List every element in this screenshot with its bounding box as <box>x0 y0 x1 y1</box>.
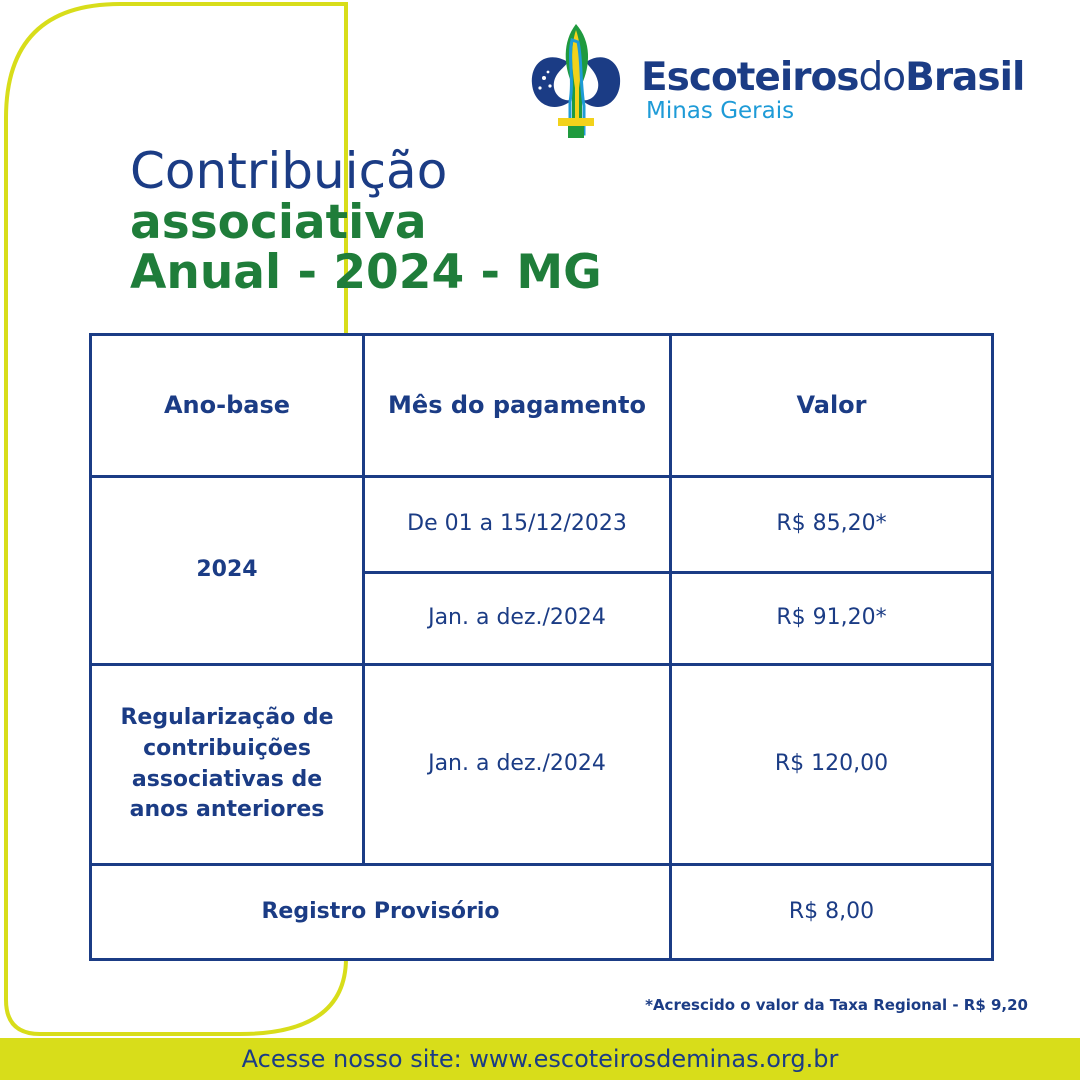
cell-ano-2024: 2024 <box>91 477 364 665</box>
title-line-1: Contribuição <box>130 142 448 200</box>
fleur-de-lis-icon <box>528 22 624 140</box>
table-row <box>91 865 993 960</box>
cell-ano-regularizacao: Regularização de contribuições associativas de anos anteriores <box>91 665 364 865</box>
logo <box>528 22 1048 142</box>
cell-mes: Jan. a dez./2024 <box>364 665 671 865</box>
footnote: *Acrescido o valor da Taxa Regional - R$ 9,20 <box>645 996 1028 1014</box>
brand-subtitle: Minas Gerais <box>646 98 795 124</box>
cell-mes: De 01 a 15/12/2023 <box>364 477 671 573</box>
cell-mes: Jan. a dez./2024 <box>364 573 671 665</box>
footer-bar <box>0 1038 1080 1080</box>
title-line-3: Anual - 2024 - MG <box>130 245 602 300</box>
page-title <box>130 144 602 298</box>
table-row <box>91 477 993 573</box>
cell-registro-provisorio: Registro Provisório <box>91 865 671 960</box>
footer-website-text: Acesse nosso site: www.escoteirosdeminas.org.br <box>241 1045 839 1073</box>
cell-valor: R$ 91,20* <box>671 573 993 665</box>
header-ano-base: Ano-base <box>91 335 364 477</box>
cell-valor: R$ 120,00 <box>671 665 993 865</box>
brand-name: EscoteirosdoBrasil <box>641 55 1025 100</box>
title-line-2: associativa <box>130 195 427 250</box>
table-row <box>91 665 993 865</box>
fees-table <box>89 333 994 961</box>
cell-valor: R$ 85,20* <box>671 477 993 573</box>
header-mes-pagamento: Mês do pagamento <box>364 335 671 477</box>
header-valor: Valor <box>671 335 993 477</box>
table-header-row <box>91 335 993 477</box>
cell-valor: R$ 8,00 <box>671 865 993 960</box>
